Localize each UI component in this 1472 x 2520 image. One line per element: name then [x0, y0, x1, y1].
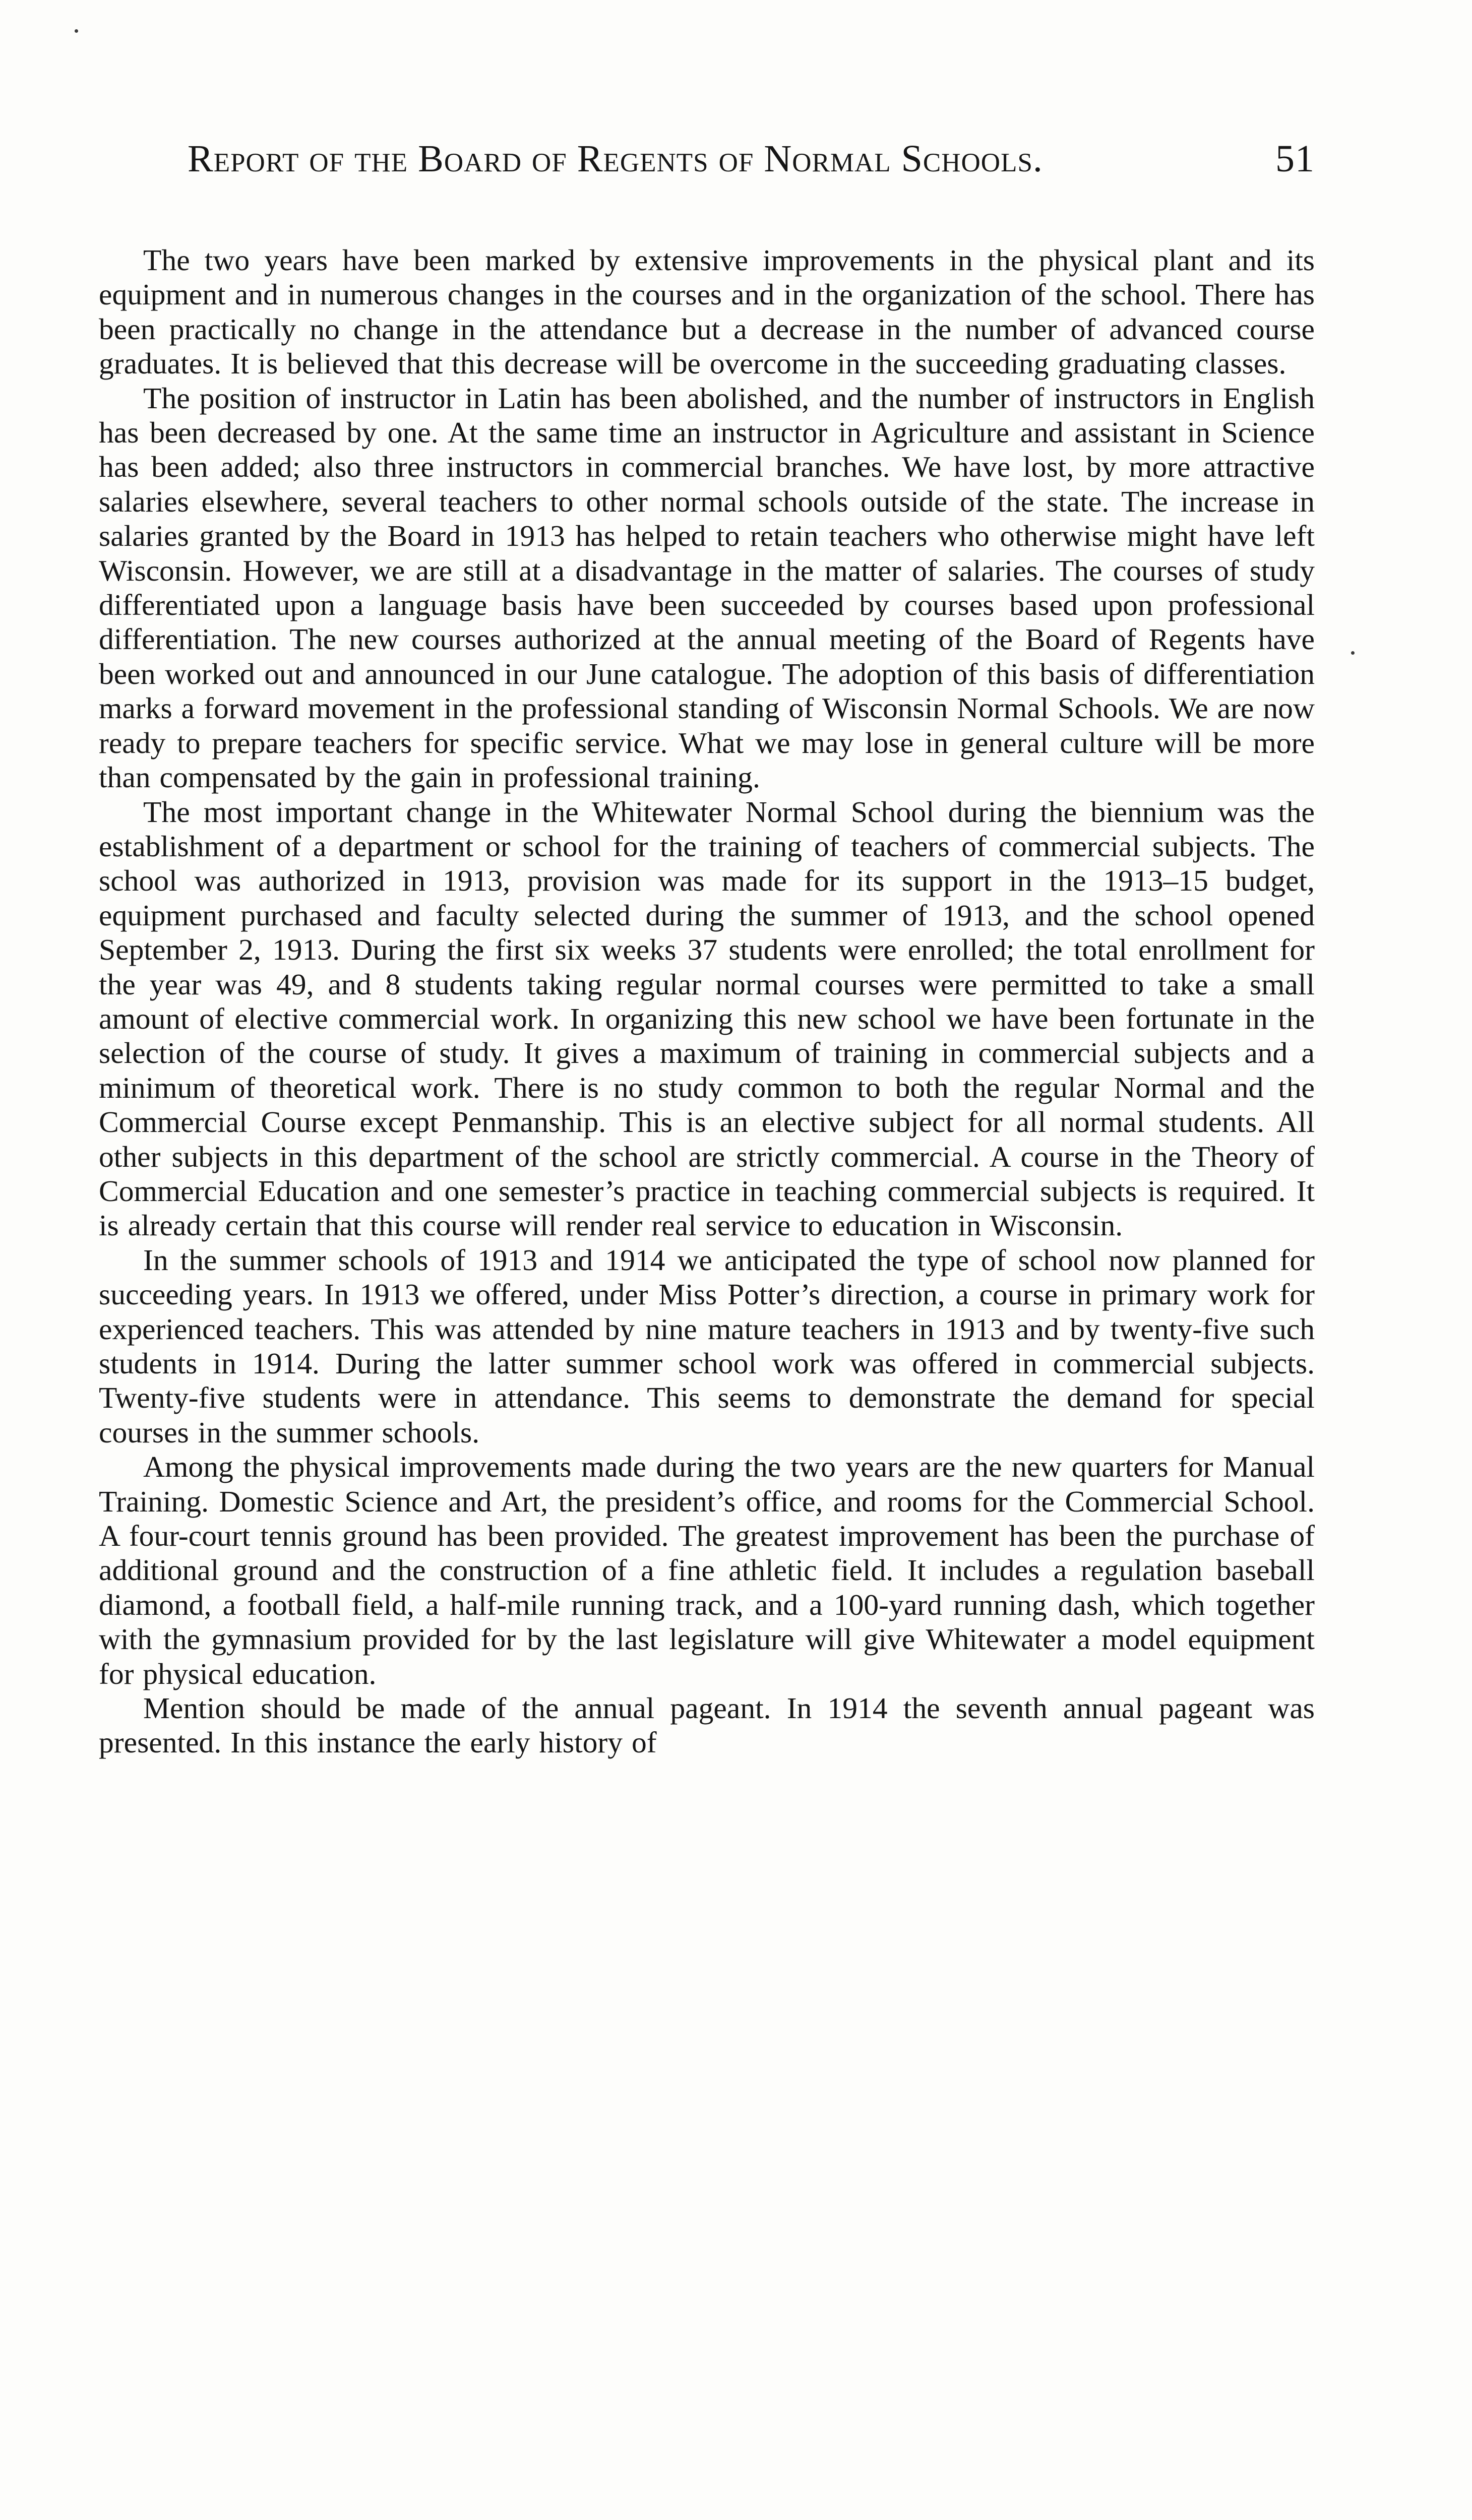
body-text [99, 243, 1315, 1760]
paragraph: The two years have been marked by extensive improvements in the physical plant and its equipment and in numerous changes in the courses and in the organization of the school. There has been practically no change in the attendance but a decrease in the number of advanced course graduates. It is believed that this decrease will be overcome in the succeeding graduating classes. [99, 243, 1315, 381]
scan-speck [1351, 651, 1355, 655]
paragraph: Mention should be made of the annual pageant. In 1914 the seventh annual pageant was presented. In this instance the early history of [99, 1691, 1315, 1759]
running-header [188, 137, 1315, 182]
page-number: 51 [1275, 138, 1315, 180]
paragraph: The most important change in the Whitewater Normal School during the biennium was the establishment of a department or school for the training of teachers of commercial subjects. The school was authorized in 1913, provision was made for its support in the 1913–15 budget, equipment purchased and faculty selected during the summer of 1913, and the school opened September 2, 1913. During the first six weeks 37 students were enrolled; the total enrollment for the year was 49, and 8 students taking regular normal courses were permitted to take a small amount of elective commercial work. In organizing this new school we have been fortunate in the selection of the course of study. It gives a maximum of training in commercial subjects and a minimum of theoretical work. There is no study common to both the regular Normal and the Commercial Course except Penmanship. This is an elective subject for all normal students. All other subjects in this department of the school are strictly commercial. A course in the Theory of Commercial Education and one semester’s practice in teaching commercial subjects is required. It is already certain that this course will render real service to education in Wisconsin. [99, 795, 1315, 1242]
paragraph: The position of instructor in Latin has been abolished, and the number of instructors in English has been decreased by one. At the same time an instructor in Agriculture and assistant in Science has been added; also three instructors in commercial branches. We have lost, by more attractive salaries elsewhere, several teachers to other normal schools outside of the state. The increase in salaries granted by the Board in 1913 has helped to retain teachers who otherwise might have left Wisconsin. However, we are still at a disadvantage in the matter of salaries. The courses of study differentiated upon a language basis have been succeeded by courses based upon professional differentiation. The new courses authorized at the annual meeting of the Board of Regents have been worked out and announced in our June catalogue. The adoption of this basis of differentiation marks a forward movement in the professional standing of Wisconsin Normal Schools. We are now ready to prepare teachers for specific service. What we may lose in general culture will be more than compensated by the gain in professional training. [99, 381, 1315, 794]
page-header-title: Report of the Board of Regents of Normal Schools. [188, 138, 1043, 180]
paragraph: In the summer schools of 1913 and 1914 we anticipated the type of school now planned for succeeding years. In 1913 we offered, under Miss Potter’s direction, a course in primary work for experienced teachers. This was attended by nine mature teachers in 1913 and by twenty-five such students in 1914. During the latter summer school work was offered in commercial subjects. Twenty-five students were in attendance. This seems to demonstrate the demand for special courses in the summer schools. [99, 1243, 1315, 1449]
scan-speck [75, 29, 78, 33]
paragraph: Among the physical improvements made during the two years are the new quarters for Manual Training. Domestic Science and Art, the president’s office, and rooms for the Commercial School. A four-court tennis ground has been provided. The greatest improvement has been the purchase of additional ground and the construction of a fine athletic field. It includes a regulation baseball diamond, a football field, a half-mile running track, and a 100-yard running dash, which together with the gymnasium provided for by the last legislature will give Whitewater a model equipment for physical education. [99, 1450, 1315, 1690]
